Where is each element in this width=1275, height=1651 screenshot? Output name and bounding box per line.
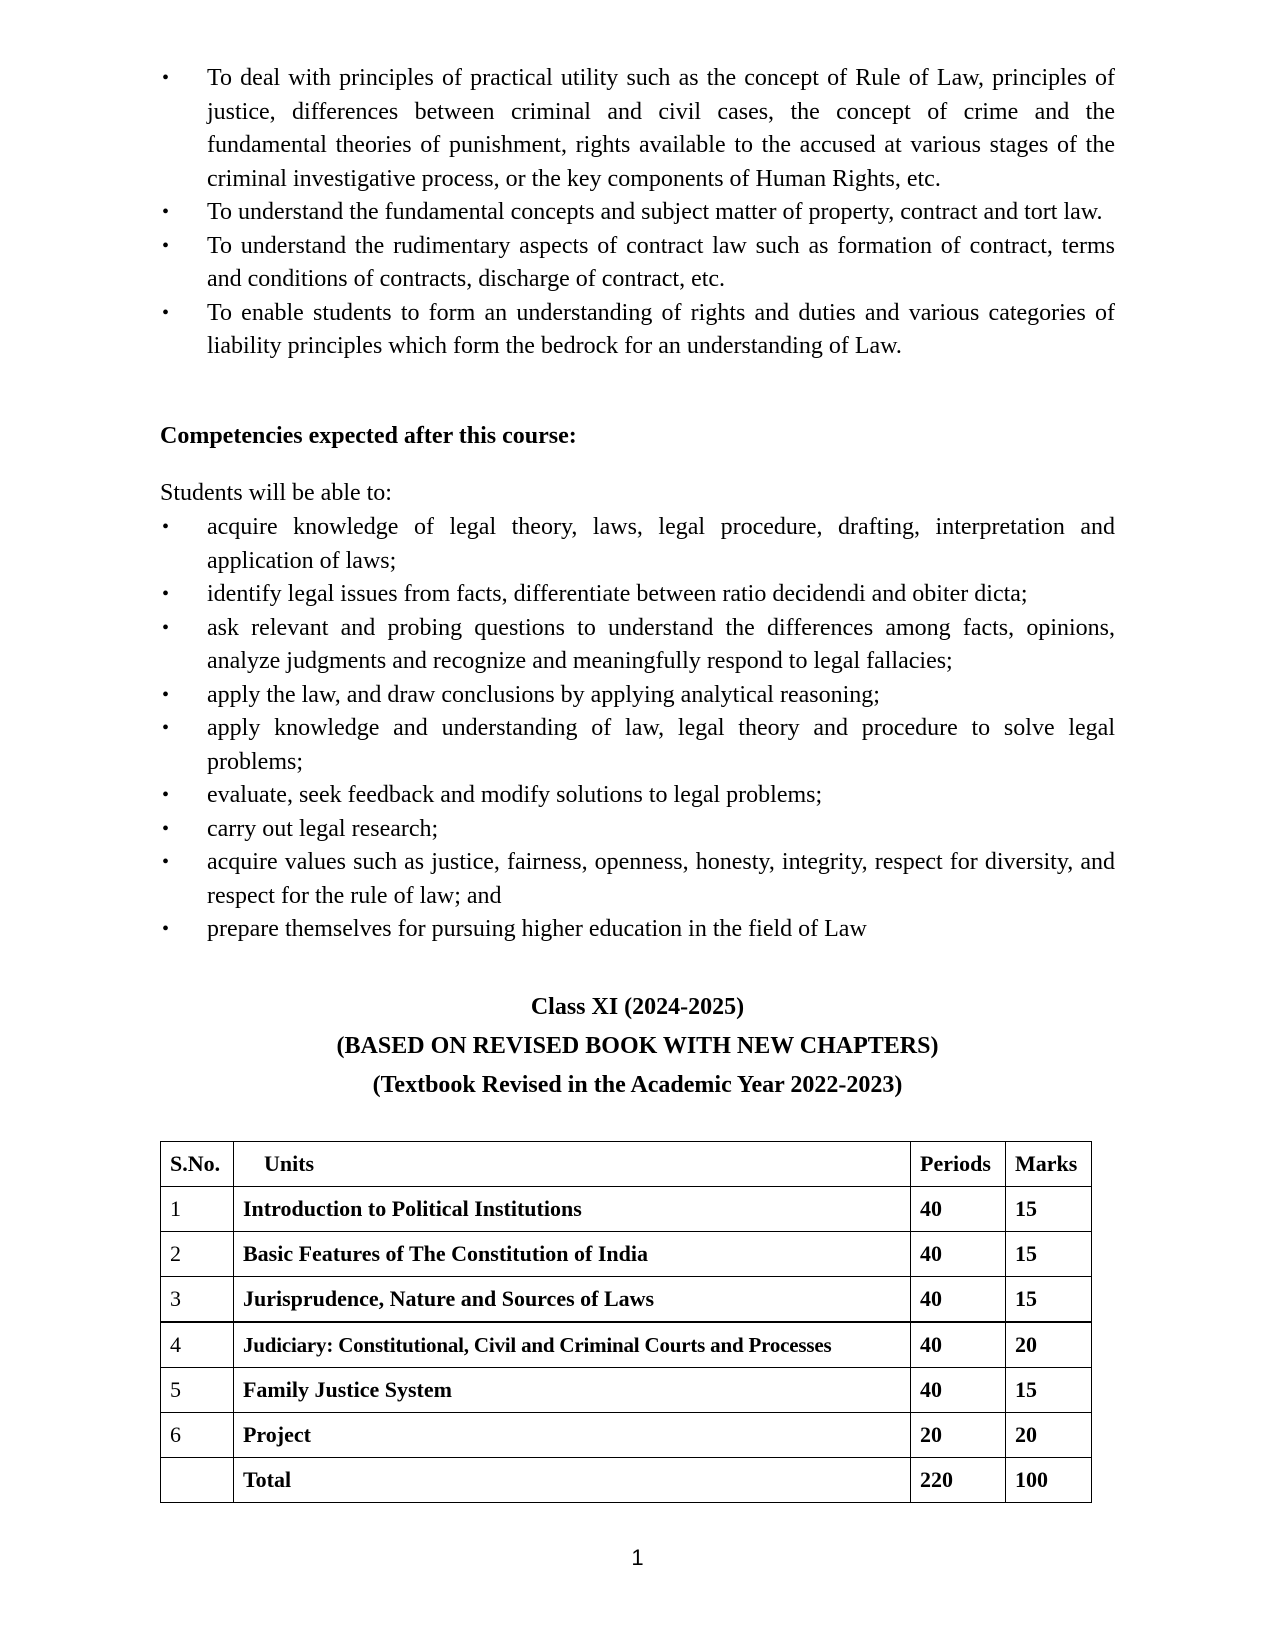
cell-total-periods: 220 — [911, 1458, 1006, 1503]
header-units: Units — [233, 1142, 910, 1187]
competency-item: • ask relevant and probing questions to understand the differences among facts, opinions, analyze judgments and recognize and meaningfully respond to legal fallacies; — [160, 612, 1115, 679]
objectives-section — [160, 62, 1115, 364]
table-row — [161, 1322, 1092, 1368]
header-sno: S.No. — [161, 1142, 234, 1187]
competency-item: • apply the law, and draw conclusions by applying analytical reasoning; — [160, 679, 1115, 713]
bullet-icon: • — [162, 683, 170, 706]
objective-item: • To understand the fundamental concepts and subject matter of property, contract and tort law. — [160, 196, 1115, 230]
cell-unit: Jurisprudence, Nature and Sources of Laws — [233, 1277, 910, 1323]
bullet-icon: • — [162, 851, 170, 873]
bullet-icon: • — [162, 583, 170, 605]
competencies-section — [160, 511, 1115, 947]
cell-marks: 15 — [1005, 1232, 1091, 1277]
cell-sno: 2 — [161, 1232, 234, 1277]
objectives-list — [160, 62, 1115, 364]
bullet-icon: • — [162, 201, 170, 223]
bullet-icon: • — [162, 717, 170, 739]
cell-total-marks: 100 — [1005, 1458, 1091, 1503]
bullet-icon: • — [162, 817, 170, 840]
bullet-icon: • — [162, 234, 170, 257]
revised-book-subtitle: (BASED ON REVISED BOOK WITH NEW CHAPTERS) — [336, 1033, 939, 1059]
table-total-row — [161, 1458, 1092, 1503]
header-periods: Periods — [911, 1142, 1006, 1187]
bullet-icon: • — [162, 616, 170, 639]
table-row — [161, 1187, 1092, 1232]
competency-item: • acquire values such as justice, fairness, openness, honesty, integrity, respect for diversity, and respect for the rule of law; and — [160, 846, 1115, 913]
competency-item: • carry out legal research; — [160, 813, 1115, 847]
cell-sno: 4 — [161, 1322, 234, 1368]
table-row — [161, 1368, 1092, 1413]
cell-marks: 15 — [1005, 1368, 1091, 1413]
competency-item: • prepare themselves for pursuing higher education in the field of Law — [160, 913, 1115, 947]
competencies-heading: Competencies expected after this course: — [160, 423, 577, 449]
syllabus-table — [160, 1141, 1092, 1503]
bullet-icon: • — [162, 301, 170, 324]
cell-unit: Project — [233, 1413, 910, 1458]
syllabus-headings — [0, 988, 1275, 1105]
cell-periods: 40 — [911, 1187, 1006, 1232]
cell-periods: 40 — [911, 1322, 1006, 1368]
cell-marks: 15 — [1005, 1277, 1091, 1323]
table-row — [161, 1277, 1092, 1323]
objective-item: • To deal with principles of practical utility such as the concept of Rule of Law, principles of justice, differences between criminal and civil cases, the concept of crime and the fundamental theories of punishment, rights available to the accused at various stages of the criminal investigative process, or the key components of Human Rights, etc. — [160, 62, 1115, 196]
competency-item: • evaluate, seek feedback and modify solutions to legal problems; — [160, 779, 1115, 813]
competencies-list — [160, 511, 1115, 947]
bullet-icon: • — [162, 918, 170, 940]
cell-sno: 3 — [161, 1277, 234, 1323]
cell-periods: 40 — [911, 1368, 1006, 1413]
cell-marks: 15 — [1005, 1187, 1091, 1232]
cell-unit: Judiciary: Constitutional, Civil and Criminal Courts and Processes — [233, 1322, 910, 1368]
competencies-intro: Students will be able to: — [160, 480, 392, 506]
cell-sno: 1 — [161, 1187, 234, 1232]
cell-sno — [161, 1458, 234, 1503]
bullet-icon: • — [162, 67, 170, 89]
cell-sno: 6 — [161, 1413, 234, 1458]
cell-total-label: Total — [233, 1458, 910, 1503]
competency-item: • apply knowledge and understanding of law, legal theory and procedure to solve legal problems; — [160, 712, 1115, 779]
objective-item: • To enable students to form an understanding of rights and duties and various categories of liability principles which form the bedrock for an understanding of Law. — [160, 297, 1115, 364]
table-row — [161, 1413, 1092, 1458]
textbook-revision-note: (Textbook Revised in the Academic Year 2022-2023) — [372, 1072, 903, 1098]
cell-unit: Family Justice System — [233, 1368, 910, 1413]
cell-sno: 5 — [161, 1368, 234, 1413]
competency-item: • acquire knowledge of legal theory, laws, legal procedure, drafting, interpretation and application of laws; — [160, 511, 1115, 578]
table-row — [161, 1232, 1092, 1277]
cell-periods: 40 — [911, 1232, 1006, 1277]
page-number: 1 — [631, 1545, 644, 1570]
bullet-icon: • — [162, 784, 170, 806]
cell-periods: 40 — [911, 1277, 1006, 1323]
cell-marks: 20 — [1005, 1413, 1091, 1458]
class-title: Class XI (2024-2025) — [530, 994, 745, 1020]
cell-unit: Introduction to Political Institutions — [233, 1187, 910, 1232]
cell-unit: Basic Features of The Constitution of India — [233, 1232, 910, 1277]
competency-item: • identify legal issues from facts, differentiate between ratio decidendi and obiter dicta; — [160, 578, 1115, 612]
bullet-icon: • — [162, 516, 170, 538]
cell-periods: 20 — [911, 1413, 1006, 1458]
table-header-row — [161, 1142, 1092, 1187]
cell-marks: 20 — [1005, 1322, 1091, 1368]
header-marks: Marks — [1005, 1142, 1091, 1187]
objective-item: • To understand the rudimentary aspects of contract law such as formation of contract, terms and conditions of contracts, discharge of contract, etc. — [160, 230, 1115, 297]
